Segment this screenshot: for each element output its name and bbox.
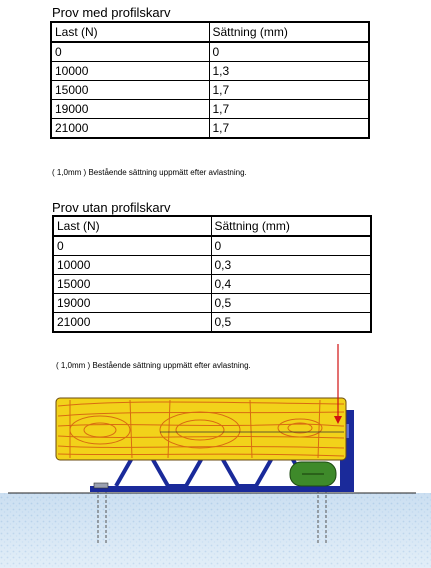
table-row [51, 42, 369, 62]
table-header-row [53, 216, 371, 236]
cell-settlement: 0 [211, 236, 371, 256]
base-plate [90, 486, 354, 492]
table-row [53, 256, 371, 275]
cell-settlement: 0,5 [211, 294, 371, 313]
cell-settlement: 1,7 [209, 100, 369, 119]
cell-load: 10000 [53, 256, 211, 275]
header-settlement: Sättning (mm) [209, 22, 369, 42]
table-header-row [51, 22, 369, 42]
cell-load: 15000 [53, 275, 211, 294]
timber-beam [56, 398, 346, 460]
table-row [53, 313, 371, 333]
cell-load: 19000 [53, 294, 211, 313]
test-rig-illustration [0, 340, 431, 568]
cell-settlement: 1,7 [209, 119, 369, 139]
table-row [51, 100, 369, 119]
cell-settlement: 0,4 [211, 275, 371, 294]
cell-load: 15000 [51, 81, 209, 100]
cell-load: 10000 [51, 62, 209, 81]
bolt-nut-left [94, 483, 108, 488]
cell-settlement: 1,7 [209, 81, 369, 100]
table-row [53, 275, 371, 294]
profile-splice [116, 458, 308, 486]
header-load: Last (N) [53, 216, 211, 236]
cell-load: 0 [51, 42, 209, 62]
table-without-splice [52, 215, 372, 333]
section-title-without-splice: Prov utan profilskarv [52, 200, 171, 215]
header-load: Last (N) [51, 22, 209, 42]
cell-load: 21000 [51, 119, 209, 139]
cell-settlement: 0 [209, 42, 369, 62]
section-title-with-splice: Prov med profilskarv [52, 5, 171, 20]
table-row [51, 62, 369, 81]
note-without-splice: ( 1,0mm ) Bestående sättning uppmätt efter avlastning. [56, 361, 251, 370]
cell-settlement: 0,3 [211, 256, 371, 275]
cell-load: 21000 [53, 313, 211, 333]
table-row [51, 81, 369, 100]
header-settlement: Sättning (mm) [211, 216, 371, 236]
cell-settlement: 1,3 [209, 62, 369, 81]
table-row [51, 119, 369, 139]
note-with-splice: ( 1,0mm ) Bestående sättning uppmätt efter avlastning. [52, 168, 247, 177]
table-row [53, 294, 371, 313]
table-with-splice [50, 21, 370, 139]
table-row [53, 236, 371, 256]
cell-load: 19000 [51, 100, 209, 119]
cell-settlement: 0,5 [211, 313, 371, 333]
cell-load: 0 [53, 236, 211, 256]
